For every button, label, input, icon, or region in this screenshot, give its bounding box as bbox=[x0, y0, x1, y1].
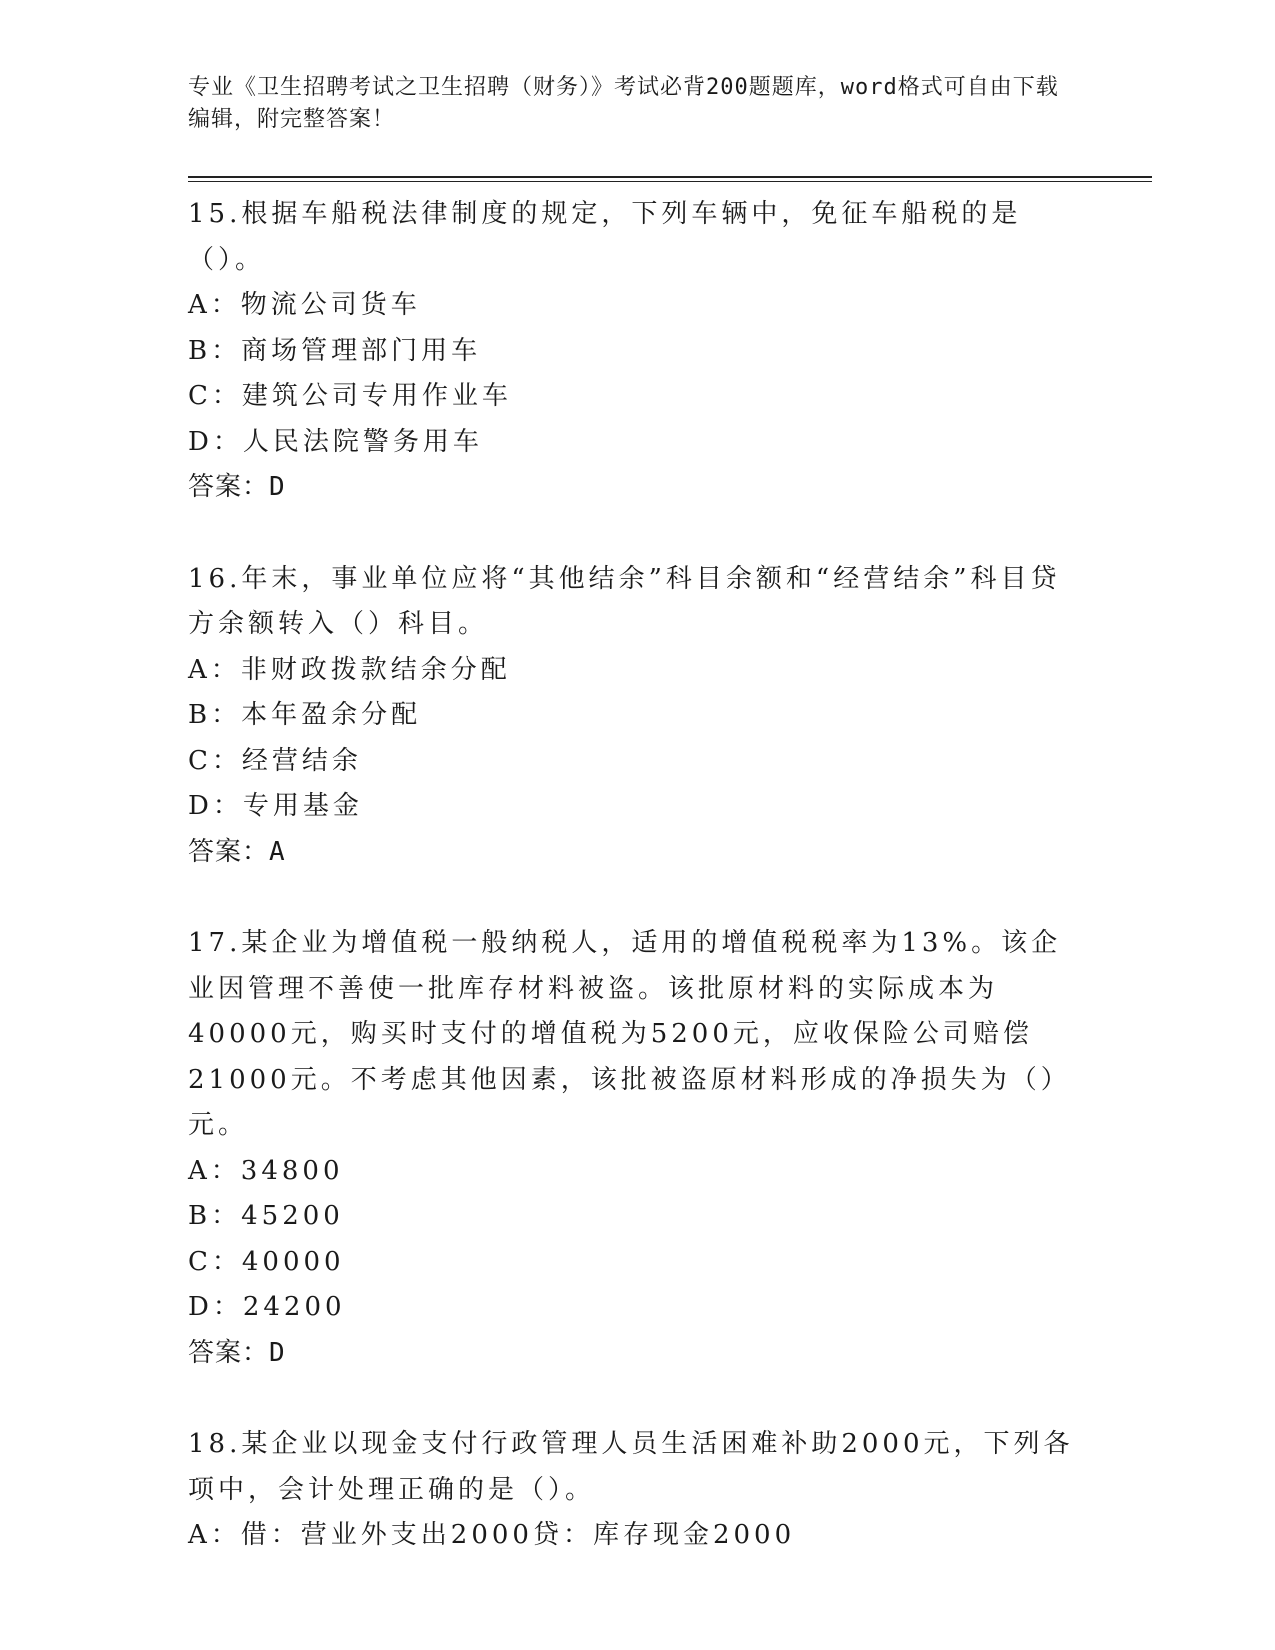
question-list bbox=[188, 192, 1148, 1559]
option-c: C：40000 bbox=[188, 1246, 345, 1277]
option-b: B：本年盈余分配 bbox=[188, 700, 422, 730]
option-c: C：建筑公司专用作业车 bbox=[188, 381, 512, 411]
document-header: 专业《卫生招聘考试之卫生招聘（财务）》考试必背200题题库，word格式可自由下载编辑，附完整答案！ bbox=[188, 75, 1059, 132]
question-15 bbox=[188, 192, 1148, 511]
question-17 bbox=[188, 921, 1148, 1376]
question-stem: 17.某企业为增值税一般纳税人，适用的增值税税率为13%。该企业因管理不善使一批库存材料被盗。该批原材料的实际成本为40000元，购买时支付的增值税为5200元，应收保险公司赔偿21000元。不考虑其他因素，该批被盗原材料形成的净损失为（）元。 bbox=[188, 928, 1071, 1140]
answer: 答案：A bbox=[188, 836, 286, 867]
option-a: A：借：营业外支出2000贷：库存现金2000 bbox=[188, 1520, 796, 1550]
question-stem: 18.某企业以现金支付行政管理人员生活困难补助2000元，下列各项中，会计处理正确的是（）。 bbox=[188, 1429, 1074, 1505]
option-a: A：物流公司货车 bbox=[188, 290, 421, 320]
option-b: B：商场管理部门用车 bbox=[188, 335, 482, 366]
answer: 答案：D bbox=[188, 1337, 286, 1368]
question-16 bbox=[188, 557, 1148, 876]
option-d: D：人民法院警务用车 bbox=[188, 426, 483, 457]
option-c: C：经营结余 bbox=[188, 745, 362, 776]
header-divider bbox=[188, 176, 1152, 182]
answer: 答案：D bbox=[188, 472, 286, 502]
option-a: A：34800 bbox=[188, 1155, 344, 1186]
option-b: B：45200 bbox=[188, 1201, 344, 1231]
question-stem: 15.根据车船税法律制度的规定，下列车辆中，免征车船税的是（）。 bbox=[188, 199, 1022, 275]
option-a: A：非财政拨款结余分配 bbox=[188, 654, 511, 685]
question-18 bbox=[188, 1422, 1148, 1559]
option-d: D：专用基金 bbox=[188, 791, 363, 821]
document-page bbox=[188, 72, 1148, 1605]
question-stem: 16.年末，事业单位应将“其他结余”科目余额和“经营结余”科目贷方余额转入（）科目。 bbox=[188, 563, 1061, 639]
option-d: D：24200 bbox=[188, 1292, 346, 1322]
